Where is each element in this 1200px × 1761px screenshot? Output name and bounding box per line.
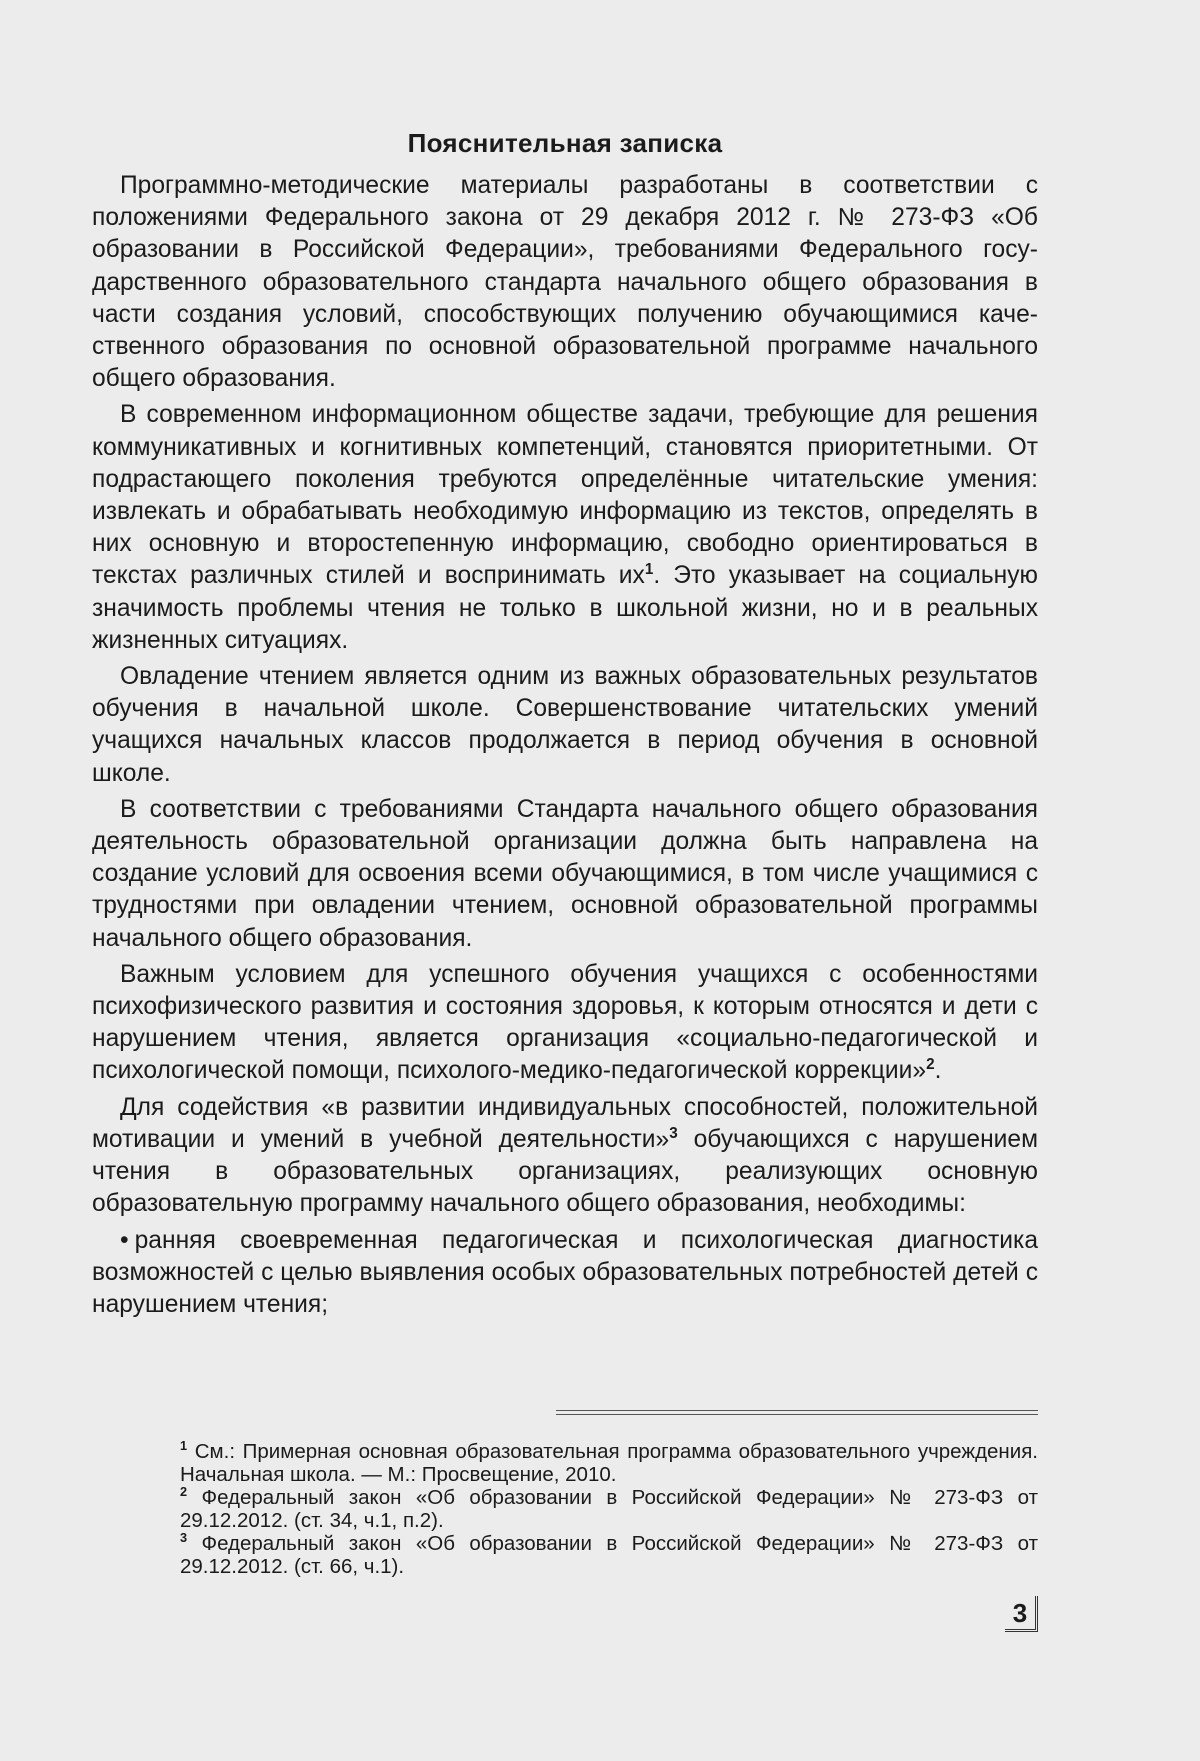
footnote-3 [180, 1532, 1038, 1578]
footnote-number: 3 [180, 1530, 188, 1546]
paragraph-text-continued: . Это указывает на социальную значимость проблемы чтения не только в школьной жизни, но и в реальных жизненных ситуациях. [92, 562, 1038, 654]
footnote-text: Федеральный закон «Об образовании в Российской Федерации» № 273-ФЗ от 29.12.2012. (ст. 66, ч.1). [180, 1532, 1038, 1578]
paragraph-text: Программно-методические материалы разработаны в соответствии с положениями Федерального закона от 29 декабря 2012 г. № 273-ФЗ «Об образовании в Российской Федерации», требованиями Федерального государственного образовательного стандарта начального общего образования в части создания условий, способствующих получению обучающимися качественного образования по основной образовательной программе начального общего образования. [92, 172, 1038, 393]
footnote-2 [180, 1486, 1038, 1532]
paragraph-text: Важным условием для успешного обучения учащихся с особенностями психофизического развития и состояния здоровья, к которым относятся и дети с нарушением чтения, является организация «социально-педагогической и психологической помощи, психолого-медико-педагогической коррекции» [92, 960, 1038, 1085]
paragraph-1 [92, 170, 1038, 395]
footnote-separator [556, 1410, 1038, 1415]
paragraph-text: Овладение чтением является одним из важных образовательных результатов обучения в начальной школе. Совершенствование читательских умений учащихся начальных классов продолжается в период обучения в основной школе. [92, 663, 1038, 787]
page-title: Пояснительная записка [407, 128, 723, 158]
bullet-item [92, 1225, 1038, 1322]
paragraph-text: В соответствии с требованиями Стандарта начального общего образования деятельность образовательной организации должна быть направлена на создание условий для освоения всеми обучающимися, в том числе учащимися с трудностями при овладении чтением, основной образовательной программы начального общего образования. [92, 795, 1038, 952]
paragraph-3 [92, 661, 1038, 790]
bullet-icon: • [120, 1226, 129, 1254]
paragraph-4 [92, 794, 1038, 955]
footnote-ref-2[interactable]: 2 [926, 1056, 935, 1074]
paragraph-text: В современном информационном обществе задачи, требующие для решения коммуникативных и когнитивных компетенций, становятся приоритетными. От подрастающего поколения требуются определённые читательские умения: извлекать и обрабатывать необходимую информацию из текстов, определять в них основную и второстепенную информацию, свободно ориентироваться в текстах различных стилей и воспринимать их [92, 401, 1038, 590]
paragraph-5 [92, 959, 1038, 1088]
footnote-ref-1[interactable]: 1 [644, 561, 654, 579]
paragraph-6 [92, 1092, 1038, 1221]
footnotes [180, 1440, 1038, 1578]
paragraph-text-continued: обучающихся с нарушением чтения в образовательных организациях, реализующих основную образовательную программу начального общего образования, необходимы: [92, 1125, 1038, 1218]
main-text [92, 128, 1038, 1325]
footnote-text: См.: Примерная основная образовательная программа образовательного учреждения. Начальная школа. — М.: Просвещение, 2010. [180, 1440, 1038, 1486]
footnote-number: 1 [180, 1438, 188, 1454]
page-number: 3 [1012, 1598, 1028, 1628]
bullet-text: ранняя своевременная педагогическая и психологическая диагностика возможностей с целью выявления особых образовательных потребностей детей с нарушением чтения; [92, 1226, 1038, 1318]
footnote-ref-3[interactable]: 3 [669, 1124, 678, 1142]
footnote-1 [180, 1440, 1038, 1486]
footnote-text: Федеральный закон «Об образовании в Российской Федерации» № 273-ФЗ от 29.12.2012. (ст. 34, ч.1, п.2). [180, 1486, 1038, 1532]
footnote-number: 2 [180, 1484, 188, 1500]
paragraph-text: Для содействия «в развитии индивидуальных способностей, положительной мотивации и умений в учебной деятельности» [92, 1093, 1038, 1153]
paragraph-2 [92, 399, 1038, 657]
paragraph-text-continued: . [934, 1057, 942, 1085]
